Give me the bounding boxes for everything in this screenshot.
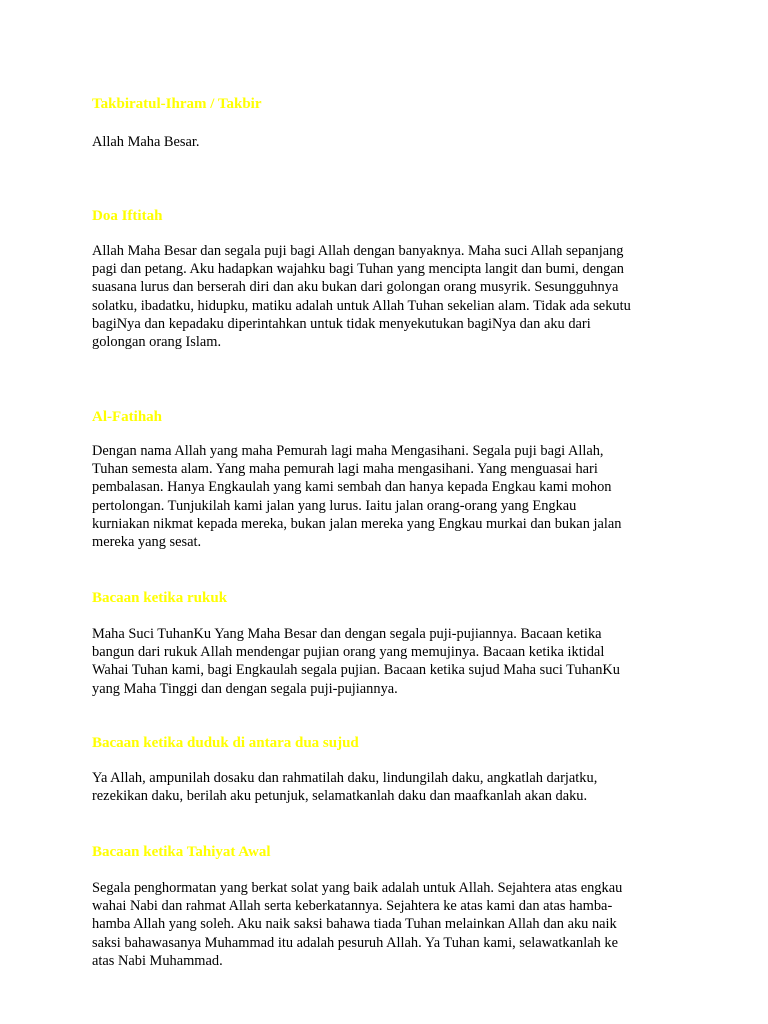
text-line: atas Nabi Muhammad. [92, 952, 223, 969]
text-line: Allah Maha Besar. [92, 134, 200, 150]
text-line: pagi dan petang. Aku hadapkan wajahku bagi Tuhan yang mencipta langit dan bumi, dengan [92, 261, 624, 278]
text-line: bangun dari rukuk Allah mendengar pujian orang yang memujinya. Bacaan ketika iktidal [92, 644, 605, 661]
text-line: pembalasan. Hanya Engkaulah yang kami sembah dan hanya kepada Engkau kami mohon [92, 479, 612, 496]
text-line: pertolongan. Tunjukilah kami jalan yang lurus. Iaitu jalan orang-orang yang Engkau [92, 497, 577, 514]
text-line: rezekikan daku, berilah aku petunjuk, selamatkanlah daku dan maafkanlah akan daku. [92, 788, 588, 805]
section-text-tahiyat-awal [92, 879, 682, 970]
text-line: golongan orang Islam. [92, 334, 222, 351]
text-line: saksi bahawasanya Muhammad itu adalah pesuruh Allah. Ya Tuhan kami, selawatkanlah ke [92, 934, 618, 951]
text-line: Maha Suci TuhanKu Yang Maha Besar dan dengan segala puji-pujiannya. Bacaan ketika [92, 626, 602, 642]
section-heading-rukuk: Bacaan ketika rukuk [92, 590, 228, 606]
section-heading-duduk-antara-dua-sujud: Bacaan ketika duduk di antara dua sujud [92, 735, 359, 751]
section-text-takbir [92, 133, 682, 151]
text-line: wahai Nabi dan rahmat Allah serta keberkatannya. Sejahtera ke atas kami dan atas hamba- [92, 898, 613, 915]
text-line: Allah Maha Besar dan segala puji bagi Allah dengan banyaknya. Maha suci Allah sepanjang [92, 243, 624, 259]
text-line: Wahai Tuhan kami, bagi Engkaulah segala pujian. Bacaan ketika sujud Maha suci TuhanKu [92, 662, 620, 679]
section-text-rukuk [92, 625, 682, 698]
section-text-duduk-antara-dua-sujud [92, 769, 682, 805]
section-text-doa-iftitah [92, 242, 682, 351]
text-line: bagiNya dan kepadaku diperintahkan untuk tidak menyekutukan bagiNya dan aku dari [92, 315, 591, 332]
text-line: suasana lurus dan berserah diri dan aku bukan dari golongan orang musyrik. Sesungguhnya [92, 279, 619, 296]
text-line: solatku, ibadatku, hidupku, matiku adalah untuk Allah Tuhan sekelian alam. Tidak ada sekutu [92, 297, 631, 314]
section-heading-al-fatihah: Al-Fatihah [92, 409, 163, 425]
text-line: hamba Allah yang soleh. Aku naik saksi bahawa tiada Tuhan melainkan Allah dan aku naik [92, 916, 617, 933]
text-line: Tuhan semesta alam. Yang maha pemurah lagi maha mengasihani. Yang menguasai hari [92, 461, 598, 478]
section-heading-tahiyat-awal: Bacaan ketika Tahiyat Awal [92, 844, 271, 860]
text-line: mereka yang sesat. [92, 534, 202, 551]
section-text-al-fatihah [92, 442, 682, 551]
text-line: yang Maha Tinggi dan dengan segala puji-pujiannya. [92, 680, 398, 697]
section-heading-doa-iftitah: Doa Iftitah [92, 208, 163, 224]
text-line: Dengan nama Allah yang maha Pemurah lagi maha Mengasihani. Segala puji bagi Allah, [92, 443, 604, 459]
text-line: kurniakan nikmat kepada mereka, bukan jalan mereka yang Engkau murkai dan bukan jalan [92, 515, 622, 532]
section-heading-takbir: Takbiratul-Ihram / Takbir [92, 96, 262, 112]
text-line: Ya Allah, ampunilah dosaku dan rahmatilah daku, lindungilah daku, angkatlah darjatku, [92, 770, 598, 786]
text-line: Segala penghormatan yang berkat solat yang baik adalah untuk Allah. Sejahtera atas engkau [92, 880, 623, 896]
